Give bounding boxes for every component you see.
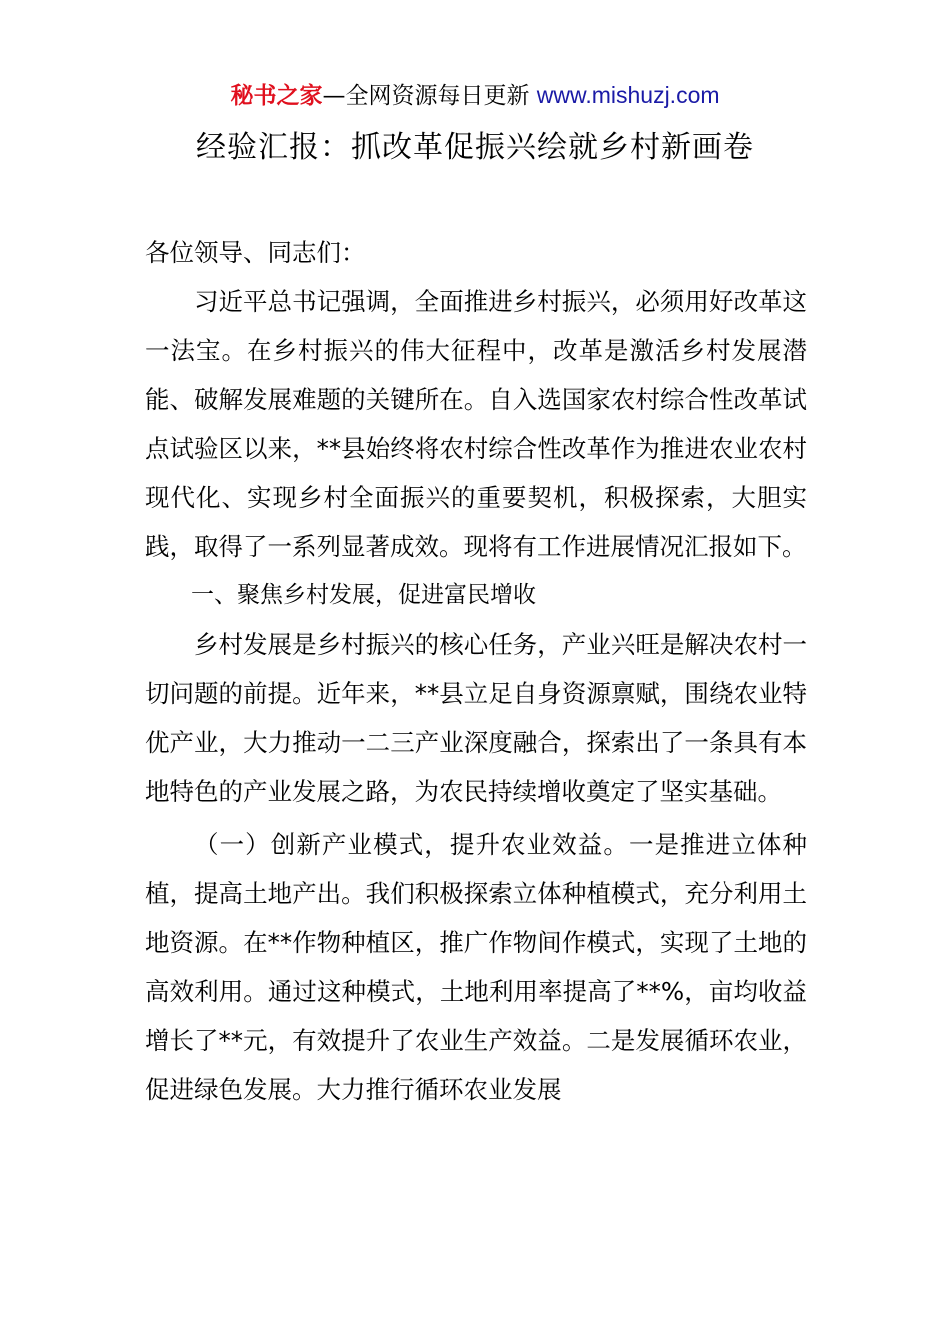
paragraph: （一）创新产业模式，提升农业效益。一是推进立体种植，提高土地产出。我们积极探索立体种植模式，充分利用土地资源。在**作物种植区，推广作物间作模式，实现了土地的高效利用。通过这种模式，土地利用率提高了**%，亩均收益增长了**元，有效提升了农业生产效益。二是发展循环农业，促进绿色发展。大力推行循环农业发展 bbox=[145, 830, 807, 1104]
paragraph: 乡村发展是乡村振兴的核心任务，产业兴旺是解决农村一切问题的前提。近年来，**县立足自身资源禀赋，围绕农业特优产业，大力推动一二三产业深度融合，探索出了一条具有本地特色的产业发展之路，为农民持续增收奠定了坚实基础。 bbox=[145, 630, 807, 806]
document-body bbox=[145, 228, 807, 1114]
salutation: 各位领导、同志们： bbox=[145, 238, 366, 267]
site-header bbox=[0, 78, 950, 113]
header-tagline: —全网资源每日更新 bbox=[322, 83, 530, 109]
brand-name: 秘书之家 bbox=[230, 83, 323, 109]
paragraph: 习近平总书记强调，全面推进乡村振兴，必须用好改革这一法宝。在乡村振兴的伟大征程中，改革是激活乡村发展潜能、破解发展难题的关键所在。自入选国家农村综合性改革试点试验区以来，**县始终将农村综合性改革作为推进农业农村现代化、实现乡村全面振兴的重要契机，积极探索，大胆实践，取得了一系列显著成效。现将有工作进展情况汇报如下。 bbox=[145, 287, 807, 561]
section-heading: 一、聚焦乡村发展，促进富民增收 bbox=[191, 582, 536, 608]
document-title: 经验汇报：抓改革促振兴绘就乡村新画卷 bbox=[196, 130, 754, 165]
site-url-link[interactable]: www.mishuzj.com bbox=[536, 82, 720, 108]
